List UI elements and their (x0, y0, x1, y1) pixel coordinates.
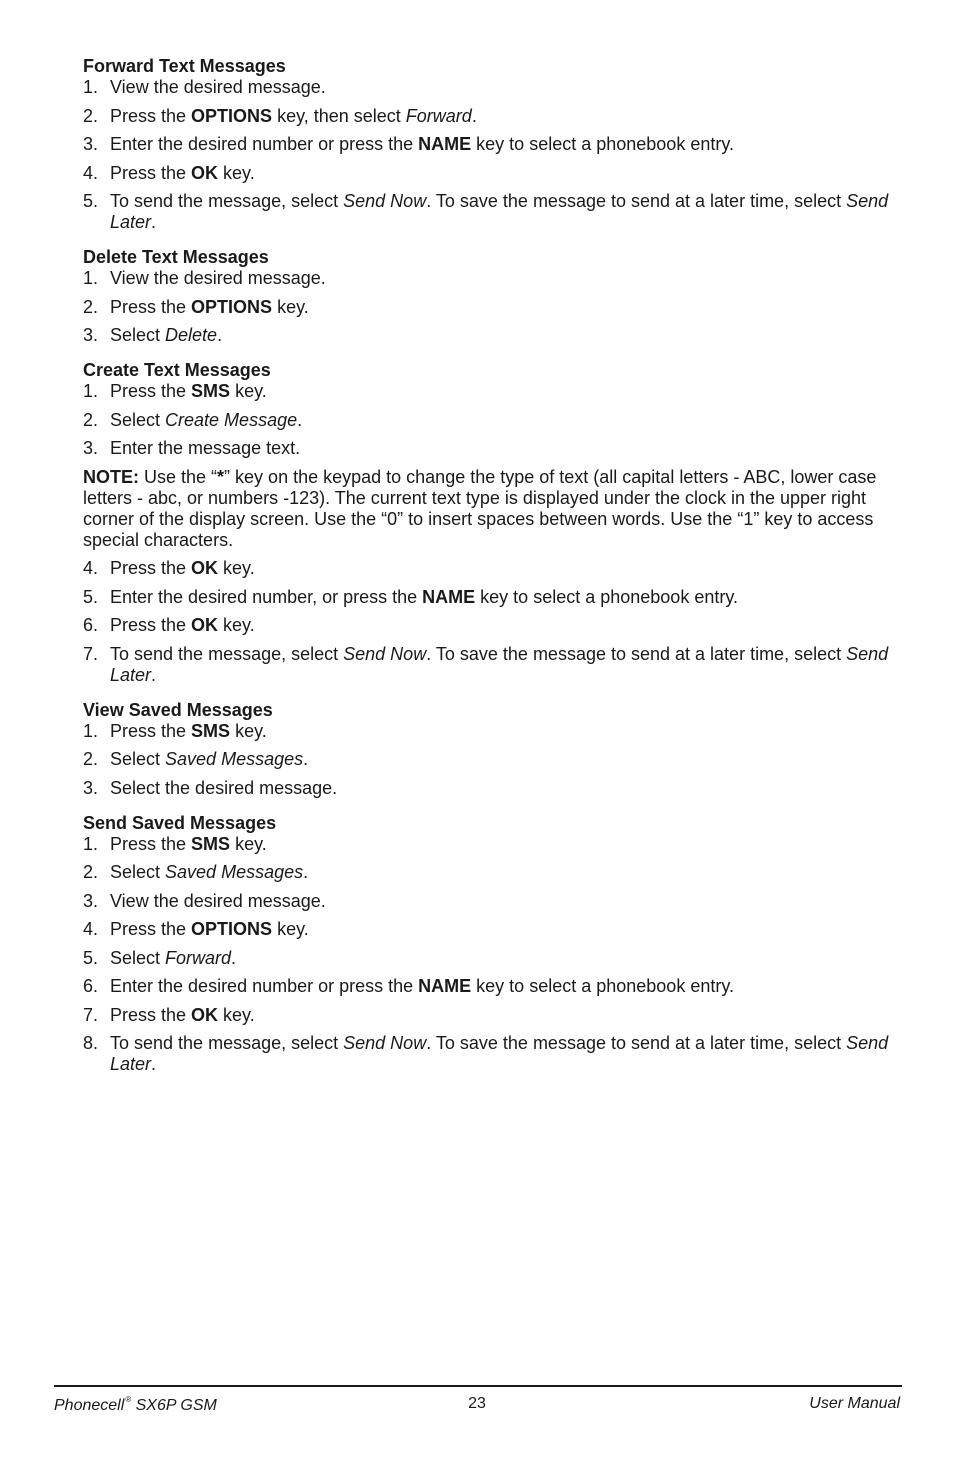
text-run: Enter the desired number, or press the (110, 586, 423, 607)
text-run: key to select a phonebook entry. (475, 586, 738, 607)
list-item (83, 1005, 903, 1026)
step-number: 1. (83, 833, 99, 854)
registered-mark: ® (125, 1395, 132, 1404)
step-text (110, 1033, 903, 1075)
step-text (110, 77, 903, 98)
text-run: key. (218, 1004, 255, 1025)
step-text (110, 891, 903, 912)
instruction-section (83, 360, 903, 686)
step-text (110, 644, 903, 686)
step-number: 6. (83, 615, 99, 635)
step-list (83, 268, 903, 346)
footer-product: Phonecell (54, 1397, 125, 1414)
step-number: 4. (83, 919, 99, 939)
text-run: key, then select (272, 105, 406, 126)
step-text (110, 834, 903, 855)
text-run: Press the (110, 615, 192, 635)
text-run: Delete (165, 325, 218, 345)
step-text (110, 919, 903, 940)
list-item (83, 721, 903, 742)
footer-doc-type: User Manual (809, 1395, 900, 1412)
text-run: OK (191, 1004, 219, 1025)
step-text (110, 191, 903, 233)
step-text (110, 721, 903, 742)
list-item (83, 834, 903, 855)
text-run: Send Now (343, 643, 427, 664)
text-run: Use the “ (139, 466, 218, 487)
step-text (110, 297, 903, 318)
text-run: Send Later (110, 191, 889, 232)
text-run: Send Now (343, 1033, 427, 1053)
text-run: . (303, 862, 309, 882)
step-number: 2. (83, 862, 99, 882)
step-text (110, 325, 903, 346)
text-run: key. (230, 833, 267, 854)
text-run: . (151, 212, 157, 232)
list-item (83, 410, 903, 431)
text-run: OPTIONS (191, 919, 273, 939)
text-run: NAME (422, 586, 476, 607)
step-number: 3. (83, 890, 99, 911)
text-run: View the desired message. (110, 77, 326, 97)
section-heading: Send Saved Messages (83, 812, 277, 833)
page-number: 23 (468, 1395, 486, 1412)
list-item (83, 862, 903, 883)
text-run: . (151, 664, 157, 685)
list-item (83, 749, 903, 770)
step-number: 2. (83, 749, 99, 769)
text-run: Enter the message text. (110, 438, 301, 458)
list-item (83, 191, 903, 233)
text-run: . To save the message to send at a later time, select (426, 1033, 847, 1053)
text-run: SMS (191, 381, 231, 401)
step-text (110, 268, 903, 289)
text-run: Send Now (343, 191, 427, 211)
text-run: key. (272, 296, 309, 317)
text-run: key. (272, 919, 309, 939)
text-run: NAME (418, 134, 472, 154)
text-run: Select (110, 325, 166, 345)
text-run: To send the message, select (110, 1033, 344, 1053)
step-number: 1. (83, 381, 99, 401)
step-text (110, 948, 903, 969)
step-number: 2. (83, 105, 99, 126)
step-number: 8. (83, 1033, 99, 1053)
text-run: Press the (110, 720, 192, 741)
text-run: Send Later (110, 643, 889, 685)
text-run: SMS (191, 833, 231, 854)
step-number: 2. (83, 409, 99, 430)
text-run: Enter the desired number or press the (110, 976, 419, 996)
text-run: . (471, 105, 477, 126)
step-number: 3. (83, 325, 99, 345)
text-run: OPTIONS (191, 105, 273, 126)
text-run: Select (110, 749, 166, 769)
text-run: . (217, 325, 223, 345)
step-text (110, 976, 903, 997)
page-footer (54, 1395, 900, 1415)
text-run: Forward (165, 947, 232, 968)
step-number: 4. (83, 558, 99, 578)
text-run: View the desired message. (110, 890, 326, 911)
step-number: 6. (83, 976, 99, 996)
step-number: 5. (83, 947, 99, 968)
step-number: 7. (83, 643, 99, 664)
text-run: Select (110, 947, 166, 968)
step-text (110, 749, 903, 770)
text-run: Enter the desired number or press the (110, 134, 419, 154)
step-number: 5. (83, 191, 99, 211)
step-number: 1. (83, 77, 99, 97)
text-run: key to select a phonebook entry. (471, 976, 734, 996)
instruction-section (83, 247, 903, 346)
text-run: Press the (110, 105, 192, 126)
text-run: key to select a phonebook entry. (471, 134, 734, 154)
text-run: . To save the message to send at a later time, select (426, 191, 847, 211)
text-run: Select (110, 862, 166, 882)
text-run: . (297, 409, 303, 430)
text-run: key. (230, 720, 267, 741)
step-text (110, 438, 903, 459)
step-text (110, 410, 903, 431)
text-run: Saved Messages (165, 862, 304, 882)
footer-divider (54, 1385, 902, 1387)
text-run: Forward (405, 105, 472, 126)
section-heading: Delete Text Messages (83, 247, 269, 267)
text-run: Select (110, 409, 166, 430)
list-item (83, 948, 903, 969)
instruction-section (83, 56, 903, 233)
step-list (83, 721, 903, 799)
text-run: Saved Messages (165, 749, 304, 769)
list-item (83, 558, 903, 579)
step-number: 3. (83, 438, 99, 458)
list-item (83, 268, 903, 289)
text-run: View the desired message. (110, 268, 326, 288)
text-run: Press the (110, 558, 192, 578)
text-run: key. (218, 615, 255, 635)
instruction-section (83, 813, 903, 1076)
list-item (83, 438, 903, 459)
step-list (83, 381, 903, 459)
text-run: NOTE: (83, 466, 139, 487)
text-run: Select the desired message. (110, 777, 338, 798)
text-run: Press the (110, 919, 192, 939)
text-run: Send Later (110, 1033, 889, 1074)
list-item (83, 976, 903, 997)
list-item (83, 778, 903, 799)
step-number: 4. (83, 162, 99, 183)
list-item (83, 163, 903, 184)
list-item (83, 615, 903, 636)
text-run: NAME (418, 976, 472, 996)
step-list (83, 834, 903, 1076)
text-run: . (151, 1054, 157, 1074)
footer-model: SX6P GSM (131, 1397, 217, 1414)
text-run: key. (230, 381, 267, 401)
text-run: . To save the message to send at a later time, select (426, 643, 847, 664)
text-run: Create Message (165, 409, 298, 430)
list-item (83, 587, 903, 608)
step-text (110, 134, 903, 155)
text-run: OK (191, 162, 219, 183)
list-item (83, 644, 903, 686)
step-list (83, 77, 903, 233)
step-number: 1. (83, 720, 99, 741)
section-heading: Create Text Messages (83, 360, 271, 380)
step-list (83, 558, 903, 686)
step-text (110, 587, 903, 608)
instruction-section (83, 700, 903, 799)
list-item (83, 919, 903, 940)
step-text (110, 615, 903, 636)
text-run: . (303, 749, 309, 769)
step-text (110, 106, 903, 127)
text-run: To send the message, select (110, 643, 344, 664)
section-heading: Forward Text Messages (83, 56, 286, 76)
text-run: OK (191, 558, 219, 578)
text-run: To send the message, select (110, 191, 344, 211)
text-run: OPTIONS (191, 296, 273, 317)
list-item (83, 297, 903, 318)
text-run: . (231, 947, 237, 968)
step-number: 2. (83, 296, 99, 317)
list-item (83, 1033, 903, 1075)
step-text (110, 381, 903, 402)
step-text (110, 163, 903, 184)
list-item (83, 134, 903, 155)
text-run: Press the (110, 833, 192, 854)
step-number: 7. (83, 1004, 99, 1025)
text-run: OK (191, 615, 219, 635)
step-number: 1. (83, 268, 99, 288)
text-run: key. (218, 558, 255, 578)
step-number: 3. (83, 134, 99, 154)
section-heading: View Saved Messages (83, 699, 273, 720)
step-text (110, 1005, 903, 1026)
text-run: key. (218, 162, 255, 183)
list-item (83, 891, 903, 912)
step-number: 5. (83, 586, 99, 607)
text-run: SMS (191, 720, 231, 741)
list-item (83, 381, 903, 402)
note-paragraph (83, 467, 903, 551)
list-item (83, 77, 903, 98)
step-text (110, 862, 903, 883)
list-item (83, 106, 903, 127)
text-run: Press the (110, 1004, 192, 1025)
list-item (83, 325, 903, 346)
document-body (83, 56, 903, 1089)
step-number: 3. (83, 777, 99, 798)
text-run: ” key on the keypad to change the type of text (all capital letters - ABC, lower case letters - abc, or numbers -123). The current text type is displayed under the clock in the upper right corner of the display screen. Use the “0” to insert spaces between words. Use the “1” key to access special characters. (83, 466, 877, 550)
step-text (110, 778, 903, 799)
text-run: Press the (110, 296, 192, 317)
step-text (110, 558, 903, 579)
text-run: Press the (110, 162, 192, 183)
text-run: Press the (110, 381, 192, 401)
text-run: * (217, 466, 225, 487)
